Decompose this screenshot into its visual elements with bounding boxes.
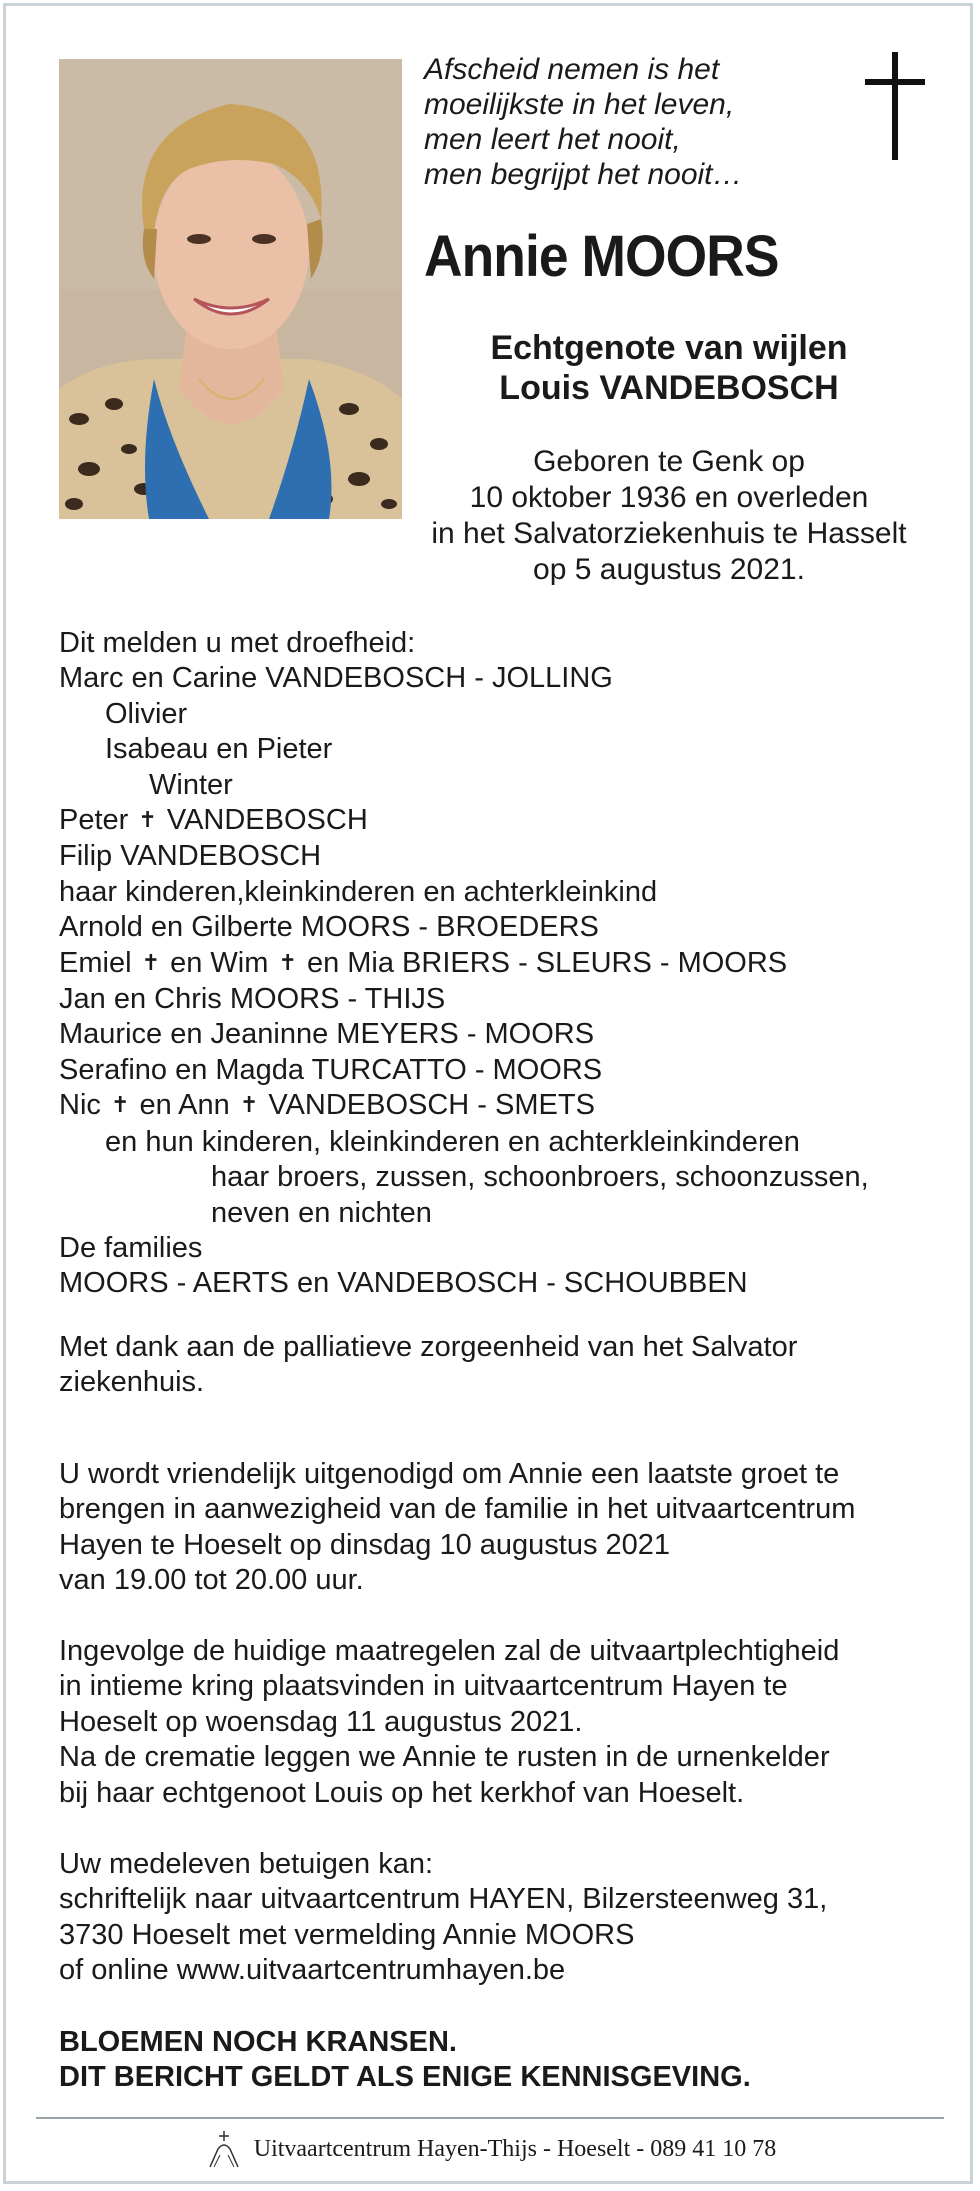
family-line: Filip VANDEBOSCH <box>59 840 322 873</box>
dagger-icon: ✝ <box>141 949 161 975</box>
invitation-line: U wordt vriendelijk uitgenodigd om Annie een laatste groet te <box>59 1458 840 1490</box>
spouse-line: Louis VANDEBOSCH <box>499 369 839 407</box>
condolence-line: Uw medeleven betuigen kan: <box>59 1848 434 1880</box>
birth-death-info <box>424 444 914 588</box>
ceremony-line: Hoeselt op woensdag 11 augustus 2021. <box>59 1705 583 1738</box>
family-line: neven en nichten <box>211 1196 432 1229</box>
ceremony-line: in intieme kring plaatsvinden in uitvaartcentrum Hayen te <box>59 1670 788 1703</box>
invitation-line: brengen in aanwezigheid van de familie in het uitvaartcentrum <box>59 1493 856 1526</box>
family-line: Maurice en Jeaninne MEYERS - MOORS <box>59 1018 595 1051</box>
family-name: Peter <box>59 804 129 837</box>
family-list <box>59 626 949 1302</box>
condolence-line: of online www.uitvaartcentrumhayen.be <box>59 1954 566 1987</box>
ceremony-line: bij haar echtgenoot Louis op het kerkhof van Hoeselt. <box>59 1776 745 1809</box>
thanks-line: ziekenhuis. <box>59 1366 205 1399</box>
portrait-photo <box>59 59 402 519</box>
invitation-paragraph <box>59 1457 949 1599</box>
family-name: en Ann <box>139 1089 230 1122</box>
invitation-line: van 19.00 tot 20.00 uur. <box>59 1564 364 1597</box>
family-name: en Wim <box>170 946 269 979</box>
family-name: en Mia BRIERS - SLEURS - MOORS <box>306 946 788 979</box>
family-line: en hun kinderen, kleinkinderen en achterkleinkinderen <box>105 1125 800 1158</box>
closing-notice <box>59 2025 751 2095</box>
birth-line: 10 oktober 1936 en overleden <box>469 481 869 514</box>
ceremony-line: Na de crematie leggen we Annie te rusten in de urnenkelder <box>59 1741 830 1774</box>
family-line <box>59 1088 949 1124</box>
poem-line: Afscheid nemen is het <box>424 53 720 86</box>
family-line: Isabeau en Pieter <box>105 733 333 766</box>
condolence-paragraph <box>59 1847 949 1989</box>
family-name: VANDEBOSCH <box>166 804 368 837</box>
cross-icon <box>865 52 925 160</box>
dagger-icon: ✝ <box>239 1092 259 1118</box>
poem-line: men leert het nooit, <box>424 123 681 156</box>
family-line: Olivier <box>105 697 188 730</box>
closing-line: BLOEMEN NOCH KRANSEN. <box>59 2026 457 2058</box>
poem <box>424 52 784 192</box>
footer-text: Uitvaartcentrum Hayen-Thijs - Hoeselt - 089 41 10 78 <box>253 2136 777 2162</box>
funeral-home-logo-icon <box>204 2127 244 2173</box>
dagger-icon: ✝ <box>138 807 157 833</box>
family-line: haar kinderen,kleinkinderen en achterkleinkind <box>59 875 658 908</box>
family-line: Serafino en Magda TURCATTO - MOORS <box>59 1053 603 1086</box>
dagger-icon: ✝ <box>110 1092 130 1118</box>
family-line: De families <box>59 1231 203 1264</box>
footer-divider <box>36 2117 944 2119</box>
family-line: MOORS - AERTS en VANDEBOSCH - SCHOUBBEN <box>59 1267 748 1300</box>
family-line: Arnold en Gilberte MOORS - BROEDERS <box>59 911 599 944</box>
poem-line: men begrijpt het nooit… <box>424 158 743 191</box>
thanks-line: Met dank aan de palliatieve zorgeenheid van het Salvator <box>59 1331 798 1363</box>
spouse-info <box>424 328 914 408</box>
family-line <box>59 803 949 839</box>
birth-line: Geboren te Genk op <box>533 445 805 478</box>
family-line <box>59 946 949 982</box>
ceremony-line: Ingevolge de huidige maatregelen zal de uitvaartplechtigheid <box>59 1635 840 1667</box>
condolence-line: schriftelijk naar uitvaartcentrum HAYEN, Bilzersteenweg 31, <box>59 1883 828 1916</box>
family-line: Marc en Carine VANDEBOSCH - JOLLING <box>59 662 613 695</box>
closing-line: DIT BERICHT GELDT ALS ENIGE KENNISGEVING. <box>59 2061 751 2093</box>
deceased-name: Annie MOORS <box>424 224 779 289</box>
dagger-icon: ✝ <box>278 949 297 975</box>
spouse-line: Echtgenote van wijlen <box>490 329 848 367</box>
family-line: Jan en Chris MOORS - THIJS <box>59 983 446 1016</box>
footer <box>0 2124 980 2174</box>
birth-line: in het Salvatorziekenhuis te Hasselt <box>431 517 907 550</box>
family-name: Emiel <box>59 946 132 979</box>
ceremony-paragraph <box>59 1634 949 1811</box>
family-name: VANDEBOSCH - SMETS <box>268 1089 595 1122</box>
family-intro: Dit melden u met droefheid: <box>59 627 416 659</box>
poem-line: moeilijkste in het leven, <box>424 88 735 121</box>
family-name: Nic <box>59 1089 101 1122</box>
condolence-line: 3730 Hoeselt met vermelding Annie MOORS <box>59 1918 635 1951</box>
thanks-paragraph <box>59 1330 949 1401</box>
invitation-line: Hayen te Hoeselt op dinsdag 10 augustus 2021 <box>59 1528 671 1561</box>
family-line: Winter <box>149 768 233 801</box>
birth-line: op 5 augustus 2021. <box>533 553 805 586</box>
family-line: haar broers, zussen, schoonbroers, schoonzussen, <box>211 1161 869 1194</box>
